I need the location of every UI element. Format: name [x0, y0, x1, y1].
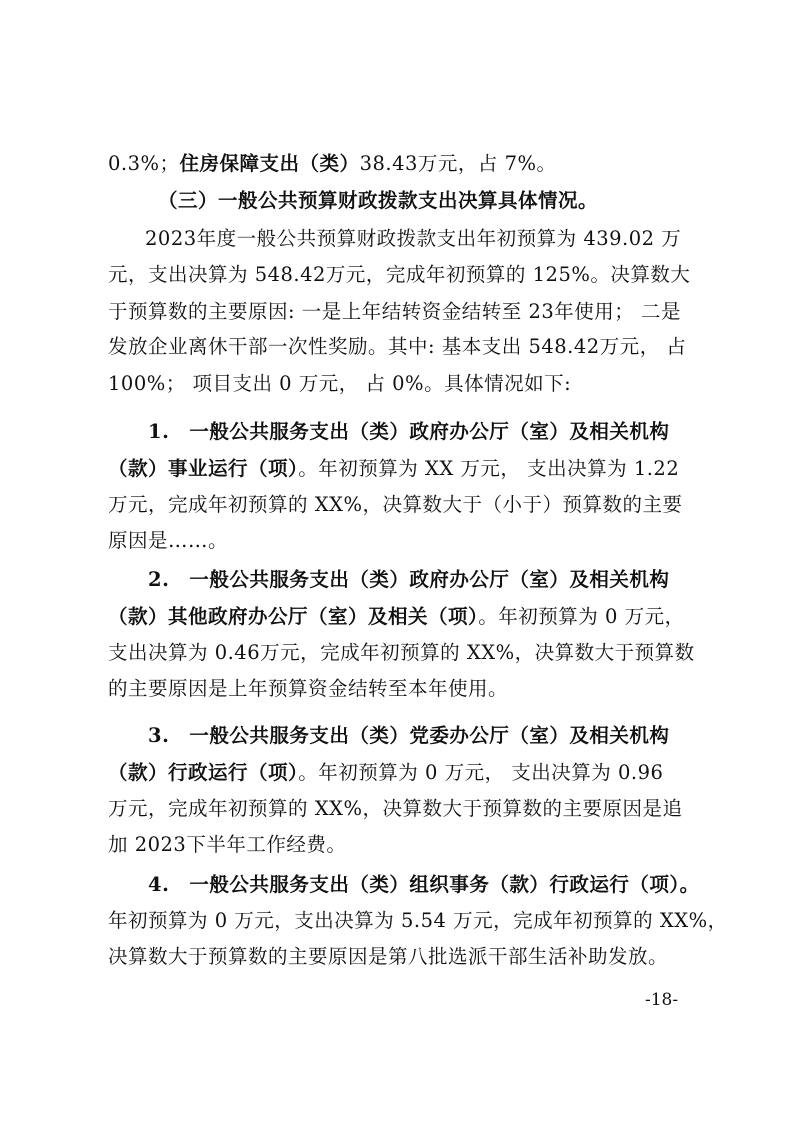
text-line — [108, 639, 698, 667]
bold-text: 2. 一般公共服务支出（类）政府办公厅（室）及相关机构 — [148, 568, 670, 591]
bold-text: （款）事业运行（项） — [108, 457, 299, 480]
text-line — [108, 795, 698, 823]
text-line — [148, 871, 738, 899]
text-line — [108, 527, 698, 555]
text-run: 加 2023下半年工作经费。 — [108, 833, 347, 856]
text-line — [108, 298, 698, 326]
text-line — [148, 566, 738, 594]
text-run: 100%； 项目支出 0 万元， 占 0%。具体情况如下: — [108, 372, 572, 395]
text-run: 0.3%； — [108, 152, 180, 175]
text-run: 。年初预算为 0 万元， — [478, 605, 685, 628]
text-run: 原因是……。 — [108, 529, 229, 552]
bold-text: 1. 一般公共服务支出（类）政府办公厅（室）及相关机构 — [148, 420, 670, 443]
text-line — [108, 759, 698, 787]
text-run: 万元，完成年初预算的 XX%，决算数大于（小于）预算数的主要 — [108, 493, 683, 516]
bold-text: 4. 一般公共服务支出（类）组织事务（款）行政运行（项）。 — [148, 873, 700, 896]
text-line — [108, 370, 698, 398]
bold-text: （款）行政运行（项） — [108, 761, 299, 784]
bold-text: （款）其他政府办公厅（室）及相关（项） — [108, 605, 479, 628]
text-line — [145, 225, 735, 253]
text-run: 于预算数的主要原因: 一是上年结转资金结转至 23年使用； 二是 — [108, 300, 681, 323]
text-run: 的主要原因是上年预算资金结转至本年使用。 — [108, 677, 509, 700]
text-line — [108, 675, 698, 703]
text-line — [148, 418, 738, 446]
text-line — [108, 491, 698, 519]
text-line — [108, 261, 698, 289]
text-line — [148, 722, 738, 750]
text-run: 决算数大于预算数的主要原因是第八批选派干部生活补助发放。 — [108, 945, 669, 968]
text-run: 支出决算为 0.46万元，完成年初预算的 XX%，决算数大于预算数 — [108, 641, 695, 664]
text-line — [108, 455, 698, 483]
page-number: -18- — [645, 990, 679, 1010]
text-run: 。年初预算为 0 万元， 支出决算为 0.96 — [298, 761, 664, 784]
bold-text: （三）一般公共预算财政拨款支出决算具体情况。 — [158, 189, 599, 212]
text-line — [108, 907, 728, 935]
text-line — [108, 333, 698, 361]
bold-text: 3. 一般公共服务支出（类）党委办公厅（室）及相关机构 — [148, 724, 670, 747]
bold-text: 住房保障支出（类） — [179, 152, 360, 175]
text-run: 年初预算为 0 万元，支出决算为 5.54 万元，完成年初预算的 XX%， — [108, 909, 728, 932]
text-line — [108, 603, 698, 631]
text-run: 38.43万元，占 7%。 — [359, 152, 557, 175]
text-line — [108, 150, 698, 178]
text-run: 万元，完成年初预算的 XX%，决算数大于预算数的主要原因是追 — [108, 797, 683, 820]
text-run: 元，支出决算为 548.42万元，完成年初预算的 125%。决算数大 — [108, 263, 691, 286]
text-line — [108, 943, 698, 971]
text-run: 。年初预算为 XX 万元， 支出决算为 1.22 — [298, 457, 680, 480]
text-run: 发放企业离休干部一次性奖励。其中: 基本支出 548.42万元， 占 — [108, 335, 687, 358]
text-line — [158, 187, 748, 215]
text-run: 2023年度一般公共预算财政拨款支出年初预算为 439.02 万 — [145, 227, 682, 250]
text-line — [108, 831, 698, 859]
